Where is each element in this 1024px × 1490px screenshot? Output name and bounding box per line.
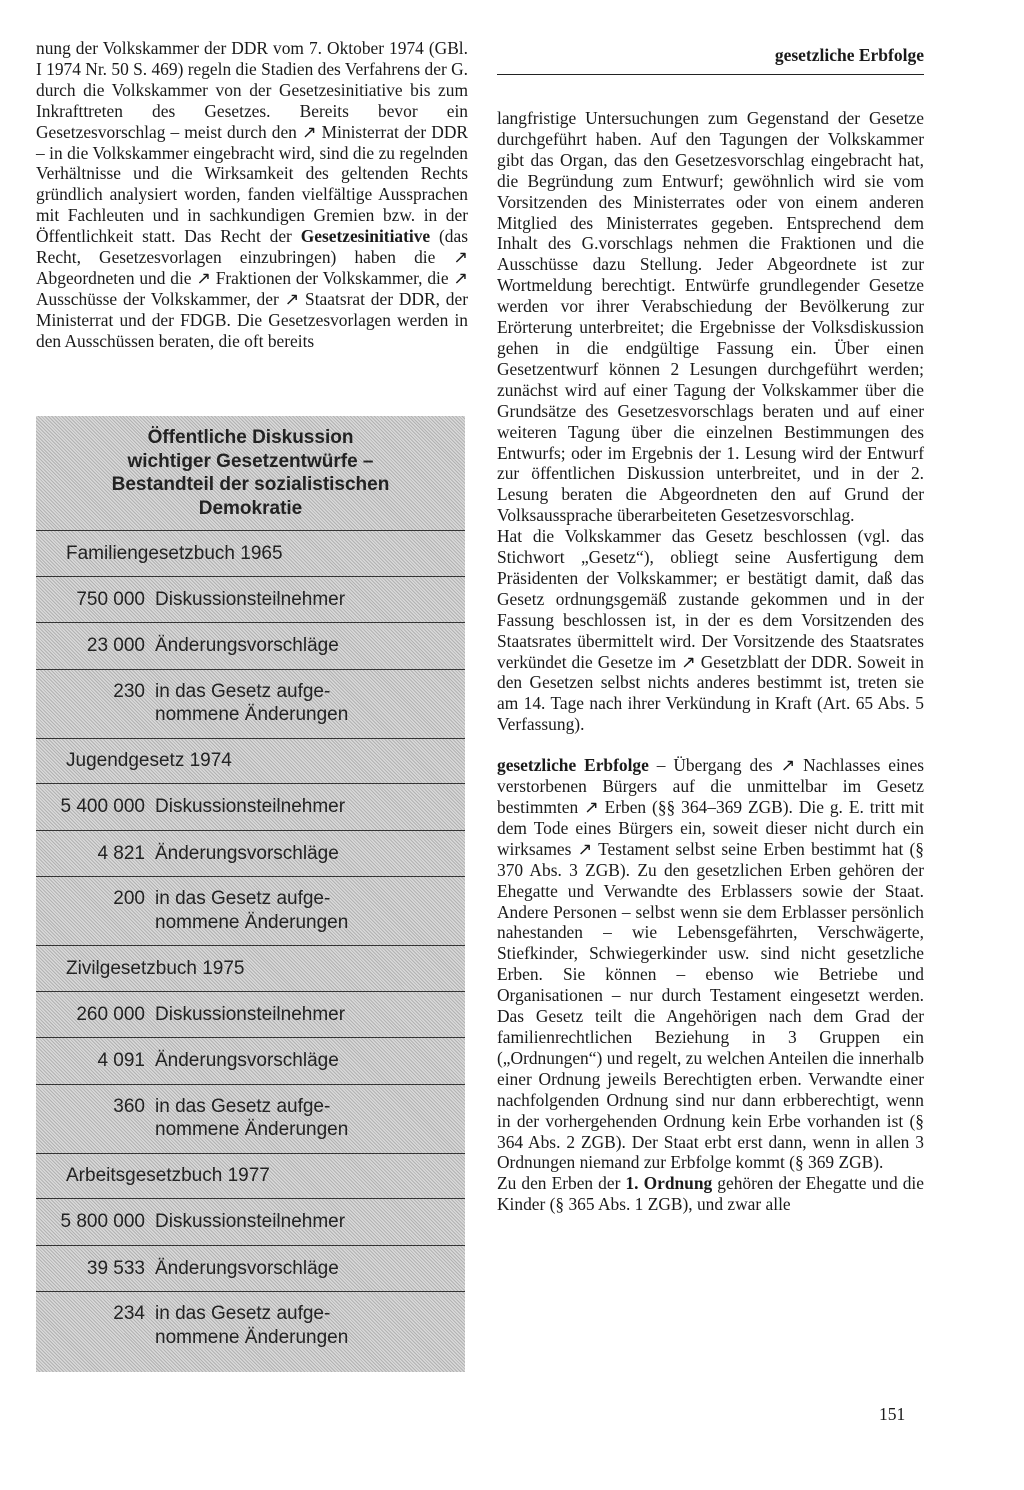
participants-row: 260 000 Diskussionsteilnehmer <box>36 992 465 1039</box>
page-number: 151 <box>879 1404 906 1424</box>
statistics-box <box>36 416 465 1372</box>
proposals-row: 39 533 Änderungsvorschläge <box>36 1246 465 1293</box>
proposals-row: 23 000 Änderungsvorschläge <box>36 623 465 670</box>
paragraph: langfristige Untersuchungen zum Gegenstand der Gesetze durchgeführt haben. Auf den Tagungen der Volkskammer gibt das Organ, das den Gesetzesvorschlag eingebracht hat, die Begründung zum Entwurf; gewöhnlich wird sie vom Vorsitzenden des Ministerrates oder von einem anderen Mitglied des Ministerrates gegeben. Entsprechend dem Inhalt des G.vorschlags nehmen die Fraktionen und die Ausschüsse dazu Stellung. Jeder Abgeordnete ist zur Wortmeldung berechtigt. Entwürfe grundlegender Gesetze werden vor ihrer Verabschiedung der Bevölkerung zur Erörterung unterbreitet; die Ergebnisse der Volksdiskussion gehen in die endgültige Fassung ein. Über einen Gesetzentwurf können 2 Lesungen durchgeführt werden; zunächst wird auf einer Tagung der Volkskammer über die Grundsätze des Gesetzesvorschlags beraten und auf einer weiteren Tagung über die einzelnen Bestimmungen des Entwurfs; oder im Ergebnis der 1. Lesung wird der Entwurf zur öffentlichen Diskussion unterbreitet, und in der 2. Lesung beraten die Abgeordneten den auf Grund der Volksaussprache überarbeiteten Gesetzesvorschlag. <box>497 108 924 526</box>
paragraph: nung der Volkskammer der DDR vom 7. Oktober 1974 (GBl. I 1974 Nr. 50 S. 469) regeln die Stadien des Verfahrens der G. durch die Volkskammer von der Gesetzesinitiative bis zum Inkrafttreten des Gesetzes. Bereits bevor ein Gesetzesvorschlag – meist durch den ↗ Ministerrat der DDR – in die Volkskammer eingebracht wird, sind die zu regelnden Verhältnisse und die Wirksamkeit des geltenden Rechts gründlich analysiert worden, fanden vielfältige Aussprachen mit Fachleuten und in sachkundigen Gremien bzw. in der Öffentlichkeit statt. Das Recht der Gesetzesinitiative (das Recht, Gesetzesvorlagen einzubringen) haben die ↗ Abgeordneten und die ↗ Fraktionen der Volkskammer, die ↗ Ausschüsse der Volkskammer, der ↗ Staatsrat der DDR, der Ministerrat und der FDGB. Die Gesetzesvorlagen werden in den Ausschüssen beraten, die oft bereits <box>36 38 468 351</box>
participants-row: 5 400 000 Diskussionsteilnehmer <box>36 784 465 831</box>
paragraph: Hat die Volkskammer das Gesetz beschlossen (vgl. das Stichwort „Gesetz“), obliegt seine Ausfertigung dem Präsidenten der Volkskammer; er bestätigt damit, daß das Gesetz ordnungsgemäß zustande gekommen und in der Fassung beschlossen ist, in der es dem Vorsitzenden des Staatsrates übermittelt wird. Der Vorsitzende des Staatsrates verkündet die Gesetze im ↗ Gesetzblatt der DDR. Soweit in den Gesetzen selbst nichts anderes bestimmt ist, treten sie am 14. Tage nach ihrer Verkündung in Kraft (Art. 65 Abs. 5 Verfassung). <box>497 526 924 735</box>
paragraph: Zu den Erben der 1. Ordnung gehören der Ehegatte und die Kinder (§ 365 Abs. 1 ZGB), und zwar alle <box>497 1173 924 1215</box>
right-column <box>497 108 924 1215</box>
header-rule <box>497 74 924 75</box>
dictionary-entry: gesetzliche Erbfolge – Übergang des ↗ Nachlasses eines verstorbenen Bürgers auf die unmittelbar im Gesetz bestimmten ↗ Erben (§§ 364–369 ZGB). Die g. E. tritt mit dem Tode eines Bürgers ein, soweit dieser nicht durch ein wirksames ↗ Testament selbst seine Erben bestimmt hat (§ 370 Abs. 3 ZGB). Zu den gesetzlichen Erben gehören der Ehegatte und Verwandte des Erblassers sowie der Staat. Andere Personen – selbst wenn sie dem Erblasser persönlich nahestanden – wie Lebensgefährten, Verschwägerte, Stiefkinder, Schwiegerkinder usw. sind nicht gesetzliche Erben. Sie können – ebenso wie Betriebe und Organisationen – nur durch Testament eingesetzt werden. Das Gesetz teilt die Angehörigen nach dem Grad der familienrechtlichen Beziehung in 3 Gruppen ein („Ordnungen“) und regelt, zu welchen Anteilen die innerhalb einer Ordnung jeweils Berechtigten erben. Verwandte einer nachfolgenden Ordnung sind nur dann erbberechtigt, wenn in der vorhergehenden Ordnung kein Erbe vorhanden ist (§ 364 Abs. 2 ZGB). Der Staat erbt erst dann, wenn in allen 3 Ordnungen niemand zur Erbfolge kommt (§ 369 ZGB). <box>497 755 924 1173</box>
adopted-row: 230 in das Gesetz aufge- nommene Änderungen <box>36 670 465 739</box>
box-title: Öffentliche Diskussion wichtiger Gesetzentwürfe – Bestandteil der sozialistischen Demokratie <box>36 416 465 531</box>
adopted-row: 360 in das Gesetz aufge- nommene Änderungen <box>36 1085 465 1154</box>
running-header: gesetzliche Erbfolge <box>774 45 924 65</box>
participants-row: 5 800 000 Diskussionsteilnehmer <box>36 1199 465 1246</box>
proposals-row: 4 091 Änderungsvorschläge <box>36 1038 465 1085</box>
adopted-row: 234 in das Gesetz aufge- nommene Änderungen <box>113 1303 349 1348</box>
participants-row: 750 000 Diskussionsteilnehmer <box>36 577 465 624</box>
law-row: Jugendgesetz 1974 <box>36 739 465 785</box>
adopted-row: 200 in das Gesetz aufge- nommene Änderungen <box>36 877 465 946</box>
law-row: Familiengesetzbuch 1965 <box>36 531 465 577</box>
law-row: Arbeitsgesetzbuch 1977 <box>36 1154 465 1200</box>
proposals-row: 4 821 Änderungsvorschläge <box>36 831 465 878</box>
law-row: Zivilgesetzbuch 1975 <box>36 946 465 992</box>
left-column <box>36 38 468 352</box>
entry-term: gesetzliche Erbfolge <box>497 755 649 776</box>
